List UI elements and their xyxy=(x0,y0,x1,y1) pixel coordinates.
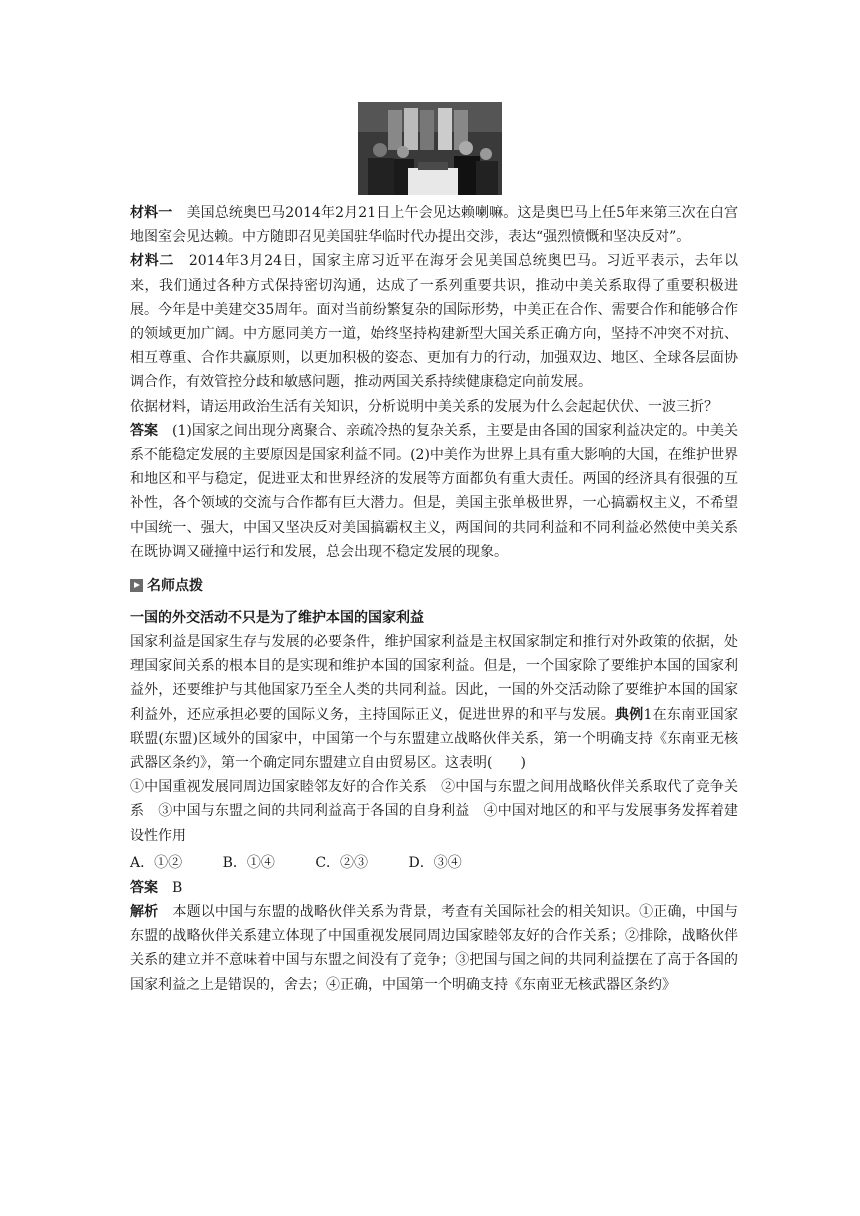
explanation-text: 国家利益是国家生存与发展的必要条件，维护国家利益是主权国家制定和推行对外政策的依据，处理国家间关系的根本目的是实现和维护本国的国家利益。但是，一个国家除了要维护本国的国家利益外，还要维护与其他国家乃至全人类的共同利益。因此，一国的外交活动除了要维护本国的国家利益外，还应承担必要的国际义务，主持国际正义，促进世界的和平与发展。 xyxy=(130,634,738,723)
material-two-label: 材料二 xyxy=(130,253,175,270)
meeting-photo xyxy=(358,102,502,195)
example-text: 1在东南亚国家联盟(东盟)区域外的国家中，中国第一个与东盟建立战略伙伴关系，第一个明确支持《东南亚无核武器区条约》，第一个确定同东盟建立自由贸易区。这表明( ) xyxy=(130,706,738,772)
option-a: A．①② xyxy=(130,854,183,871)
tip-header xyxy=(130,574,738,596)
answer-two xyxy=(130,876,738,900)
answer-one-label: 答案 xyxy=(130,422,159,439)
analysis-text: 本题以中国与东盟的战略伙伴关系为背景，考查有关国际社会的相关知识。①正确，中国与东盟的战略伙伴关系建立体现了中国重视发展同周边国家睦邻友好的合作关系；②排除，战略伙伴关系的建立并不意味着中国与东盟之间没有了竞争；③把国与国之间的共同利益摆在了高于各国的国家利益之上是错误的，舍去；④正确，中国第一个明确支持《东南亚无核武器区条约》 xyxy=(130,904,739,993)
option-c: C．②③ xyxy=(315,854,369,871)
question: 依据材料，请运用政治生活有关知识，分析说明中美关系的发展为什么会起起伏伏、一波三折？ xyxy=(130,398,718,415)
material-one-label: 材料一 xyxy=(130,205,173,221)
option-d: D．③④ xyxy=(408,854,462,871)
material-one-text: 美国总统奥巴马2014年2月21日上午会见达赖喇嘛。这是奥巴马上任5年来第三次在白宫地图室会见达赖。中方随即召见美国驻华临时代办提出交涉，表达“强烈愤慨和坚决反对”。 xyxy=(130,205,739,246)
example-label: 典例 xyxy=(614,706,644,723)
analysis xyxy=(130,900,738,997)
document-body xyxy=(130,201,738,997)
analysis-label: 解析 xyxy=(130,904,159,921)
tip-title: 名师点拨 xyxy=(147,578,203,595)
statements: ①中国重视发展同周边国家睦邻友好的合作关系 ②中国与东盟之间用战略伙伴关系取代了竞争关系 ③中国与东盟之间的共同利益高于各国的自身利益 ④中国对地区的和平与发展事务发挥着建设性作用 xyxy=(130,779,738,844)
answer-one-text: (1)国家之间出现分离聚合、亲疏冷热的复杂关系，主要是由各国的国家利益决定的。中美关系不能稳定发展的主要原因是国家利益不同。(2)中美作为世界上具有重大影响的大国，在维护世界和地区和平与稳定，促进亚太和世界经济的发展等方面都负有重大责任。两国的经济具有很强的互补性，各个领域的交流与合作都有巨大潜力。但是，美国主张单极世界，一心搞霸权主义，不希望中国统一、强大，中国又坚决反对美国搞霸权主义，两国间的共同利益和不同利益必然使中美关系在既协调又碰撞中运行和发展，总会出现不稳定发展的现象。 xyxy=(130,422,739,560)
answer-options xyxy=(130,850,738,876)
material-two xyxy=(130,249,738,394)
answer-two-text: B xyxy=(172,879,183,896)
play-triangle-icon xyxy=(130,579,143,592)
material-one xyxy=(130,201,738,249)
option-b: B．①④ xyxy=(222,854,275,871)
section-subheading: 一国的外交活动不只是为了维护本国的国家利益 xyxy=(130,610,424,627)
answer-two-label: 答案 xyxy=(130,879,158,896)
material-two-text: 2014年3月24日，国家主席习近平在海牙会见美国总统奥巴马。习近平表示，去年以来，我们通过各种方式保持密切沟通，达成了一系列重要共识，推动中美关系取得了重要积极进展。今年是中美建交35周年。面对当前纷繁复杂的国际形势，中美正在合作、需要合作和能够合作的领域更加广阔。中方愿同美方一道，始终坚持构建新型大国关系正确方向，坚持不冲突不对抗、相互尊重、合作共赢原则，以更加积极的姿态、更加有力的行动，加强双边、地区、全球各层面协调合作，有效管控分歧和敏感问题，推动两国关系持续健康稳定向前发展。 xyxy=(130,253,739,391)
explanation xyxy=(130,630,738,775)
answer-one xyxy=(130,419,738,564)
